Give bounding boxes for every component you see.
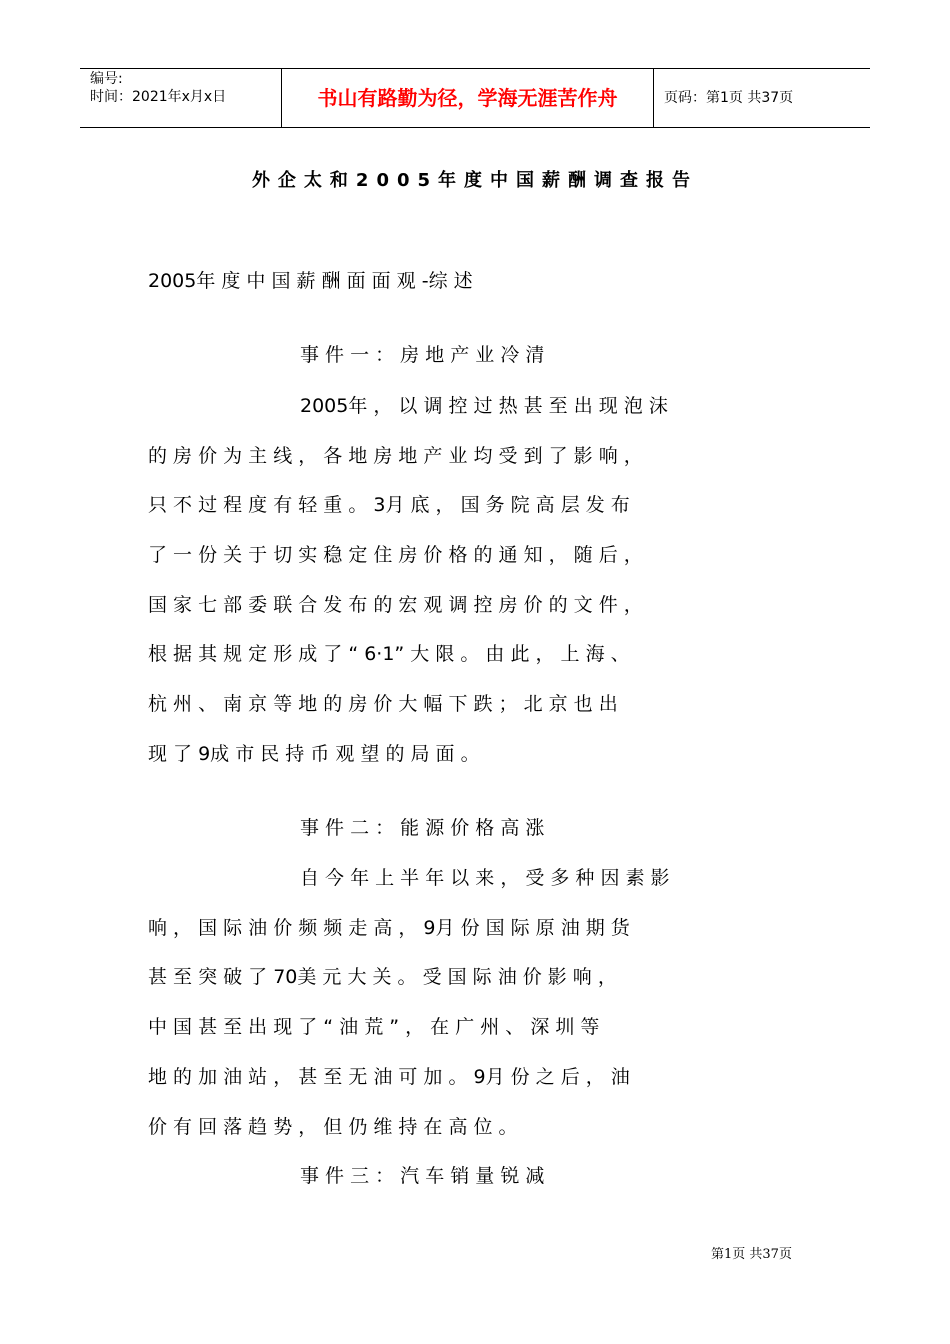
date-label: 时间：2021年x月x日 <box>90 89 227 105</box>
paragraph-line: 根 据 其 规 定 形 成 了 “ 6·1” 大 限 。 由 此 ， 上 海 、 <box>148 643 630 665</box>
document-title: 外企太和2005年度中国薪酬调查报告 <box>251 170 699 191</box>
page-info: 页码：第1页 共37页 <box>664 90 794 106</box>
paragraph-line: 的 房 价 为 主 线 ， 各 地 房 地 产 业 均 受 到 了 影 响 ， <box>148 445 643 467</box>
motto: 书山有路勤为径，学海无涯苦作舟 <box>317 86 618 110</box>
paragraph-line: 中 国 甚 至 出 现 了 “ 油 荒 ” ， 在 广 州 、 深 圳 等 <box>148 1016 600 1038</box>
paragraph-line: 了 一 份 关 于 切 实 稳 定 住 房 价 格 的 通 知 ， 随 后 ， <box>148 544 643 566</box>
event-heading: 事 件 二 ： 能 源 价 格 高 涨 <box>300 817 545 839</box>
section-heading: 2005年 度 中 国 薪 酬 面 面 观 -综 述 <box>148 270 473 292</box>
paragraph-line: 价 有 回 落 趋 势 ， 但 仍 维 持 在 高 位 。 <box>148 1116 518 1138</box>
paragraph-line: 2005年 ， 以 调 控 过 热 甚 至 出 现 泡 沫 <box>300 395 668 417</box>
paragraph-line: 只 不 过 程 度 有 轻 重 。 3月 底 ， 国 务 院 高 层 发 布 <box>148 494 630 516</box>
paragraph-line: 响 ， 国 际 油 价 频 频 走 高 ， 9月 份 国 际 原 油 期 货 <box>148 917 630 939</box>
paragraph-line: 甚 至 突 破 了 70美 元 大 关 。 受 国 际 油 价 影 响 ， <box>148 966 617 988</box>
document-header <box>80 68 870 128</box>
header-right-cell <box>654 69 870 128</box>
header-left-cell <box>80 69 281 128</box>
event-heading: 事 件 一 ： 房 地 产 业 冷 清 <box>300 344 545 366</box>
event-heading: 事 件 三 ： 汽 车 销 量 锐 减 <box>300 1165 545 1187</box>
page-footer: 第1页 共37页 <box>711 1247 792 1262</box>
paragraph-line: 现 了 9成 市 民 持 币 观 望 的 局 面 。 <box>148 743 480 765</box>
paragraph-line: 自 今 年 上 半 年 以 来 ， 受 多 种 因 素 影 <box>300 867 670 889</box>
serial-label: 编号: <box>90 71 123 87</box>
paragraph-line: 杭 州 、 南 京 等 地 的 房 价 大 幅 下 跌 ； 北 京 也 出 <box>148 693 618 715</box>
header-motto-cell <box>281 69 654 128</box>
paragraph-line: 地 的 加 油 站 ， 甚 至 无 油 可 加 。 9月 份 之 后 ， 油 <box>148 1066 630 1088</box>
paragraph-line: 国 家 七 部 委 联 合 发 布 的 宏 观 调 控 房 价 的 文 件 ， <box>148 594 643 616</box>
